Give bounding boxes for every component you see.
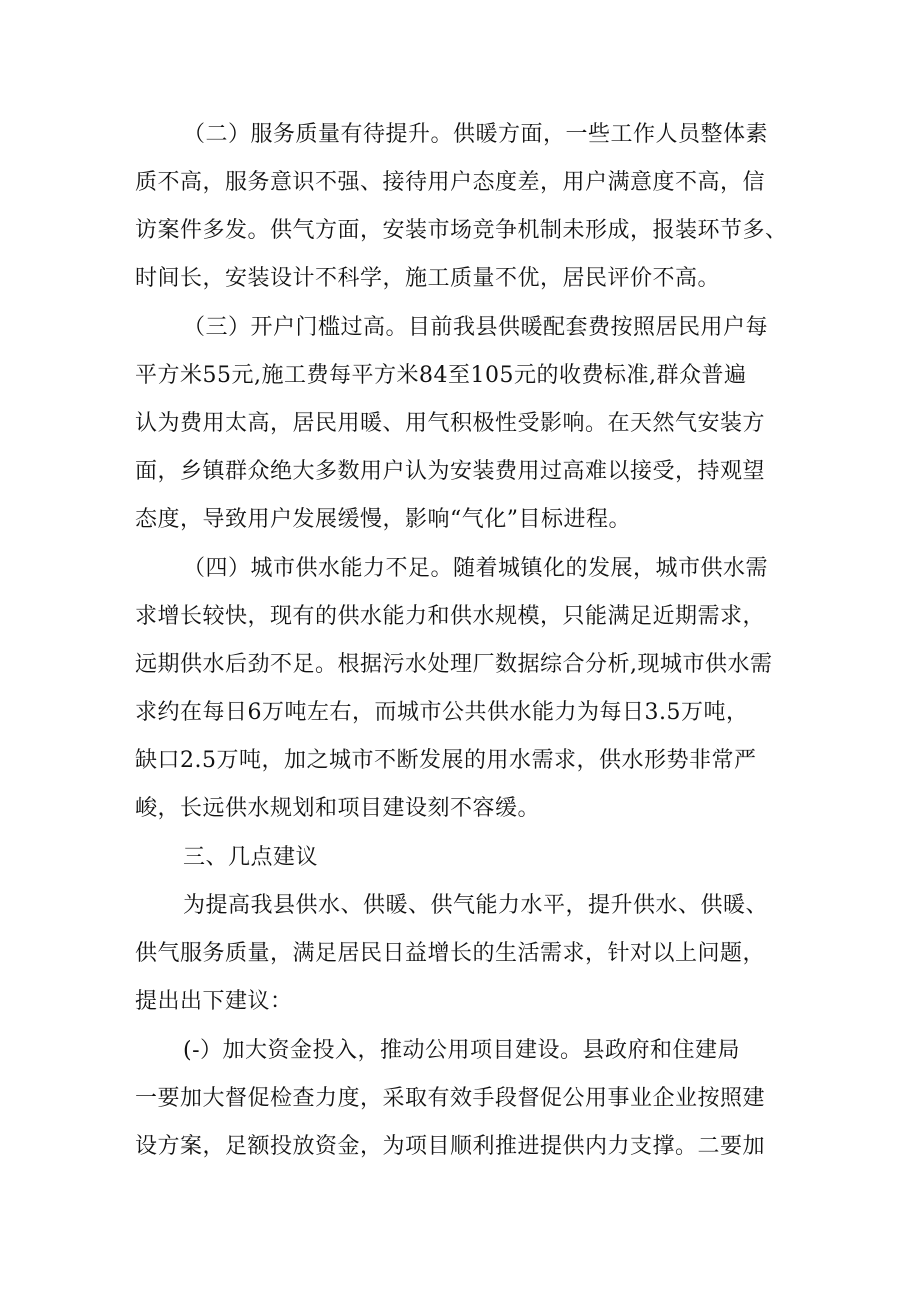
text-line-20: (-）加大资金投入，推动公用项目建设。县政府和住建局 [183,1038,741,1063]
text-line-6: 平方米55元,施工费每平方米84至105元的收费标准,群众普遍 [135,363,747,388]
text-line-15: 峻，长远供水规划和项目建设刻不容缓。 [135,796,541,821]
text-line-21: 一要加大督促检查力度，采取有效手段督促公用事业企业按照建 [135,1086,766,1111]
text-line-8: 面，乡镇群众绝大多数用户认为安装费用过高难以接受，持观望 [135,459,766,484]
text-line-22: 设方案，足额投放资金，为项目顺利推进提供内力支撑。二要加 [135,1134,766,1159]
text-line-18: 供气服务质量，满足居民日益增长的生活需求，针对以上问题， [135,941,766,966]
text-line-19: 提出出下建议： [135,989,293,1014]
text-line-4: 时间长，安装设计不科学，施工质量不优，居民评价不高。 [135,266,721,291]
text-line-10: （四）城市供水能力不足。随着城镇化的发展，城市供水需 [183,556,769,581]
text-line-2: 质不高，服务意识不强、接待用户态度差，用户满意度不高，信 [135,170,766,195]
text-line-12: 远期供水后劲不足。根据污水处理厂数据综合分析,现城市供水需 [135,652,773,677]
text-line-3: 访案件多发。供气方面，安装市场竞争机制未形成，报装环节多、 [135,218,788,243]
text-line-9: 态度，导致用户发展缓慢，影响“气化”目标进程。 [135,507,631,532]
text-line-11: 求增长较快，现有的供水能力和供水规模，只能满足近期需求， [135,604,766,629]
text-line-5: （三）开户门槛过高。目前我县供暖配套费按照居民用户每 [183,315,769,340]
section-heading: 三、几点建议 [183,845,319,870]
text-line-13: 求约在每日6万吨左右，而城市公共供水能力为每日3.5万吨， [135,700,749,725]
text-line-14: 缺口2.5万吨，加之城市不断发展的用水需求，供水形势非常严 [135,748,757,773]
text-line-17: 为提高我县供水、供暖、供气能力水平，提升供水、供暖、 [183,893,769,918]
text-line-7: 认为费用太高，居民用暖、用气积极性受影响。在天然气安装方 [135,411,766,436]
text-line-1: （二）服务质量有待提升。供暖方面，一些工作人员整体素 [183,122,769,147]
